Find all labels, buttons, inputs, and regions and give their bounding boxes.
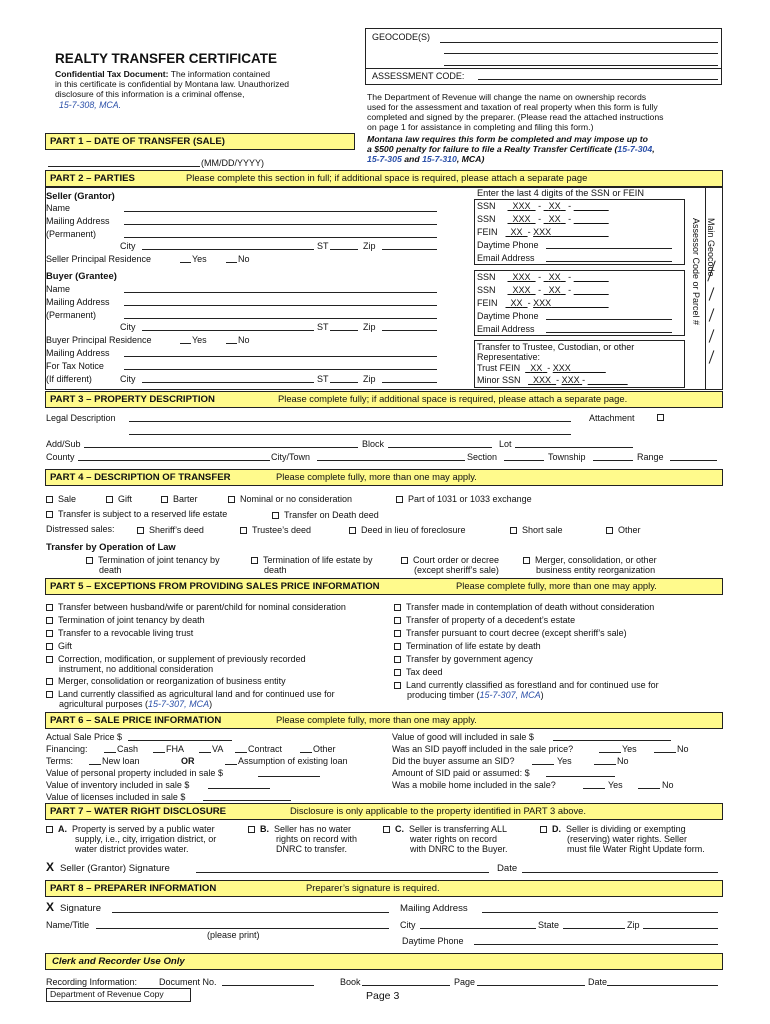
book-line[interactable] (362, 985, 450, 986)
preparer-state-label: State (538, 920, 560, 930)
seller-name-label: Name (46, 203, 71, 213)
seller-st-label: ST (317, 241, 329, 251)
buyer-phone-line[interactable] (546, 319, 672, 320)
law-line-1: Montana law requires this form be completed and may impose up to (367, 134, 648, 144)
form-title: REALTY TRANSFER CERTIFICATE (55, 51, 277, 66)
exception-right-5[interactable]: Transfer by government agency (394, 654, 533, 664)
water-option-a-line-3: water district provides water. (75, 844, 189, 854)
buyer-city-line[interactable] (142, 330, 314, 331)
contract-line[interactable] (235, 752, 247, 753)
mobile-no-line[interactable] (638, 788, 660, 789)
geocode-line-2[interactable] (444, 53, 718, 54)
assessor-side-label: Assessor Code or Parcel # (691, 218, 701, 326)
buyer-zip-line[interactable] (382, 330, 437, 331)
exception-right-3[interactable]: Transfer pursuant to court decree (except sheriff’s sale) (394, 628, 627, 638)
water-option-c-line-3: with DNRC to the Buyer. (410, 844, 508, 854)
sid-payoff-yes: Yes (622, 744, 637, 754)
exception-right-1[interactable]: Transfer made in contemplation of death without consideration (394, 602, 654, 612)
clerk-date-label: Date (588, 977, 608, 987)
exception-left-5-cont: instrument, no additional consideration (59, 664, 214, 674)
contract-option: Contract (248, 744, 283, 754)
sid-assume-yes: Yes (557, 756, 572, 766)
buyer-st-label: ST (317, 322, 329, 332)
option-merger[interactable]: Merger, consolidation, or other (523, 555, 657, 565)
trustee-line-2: Representative: (477, 352, 541, 362)
transfer-date-line[interactable] (48, 166, 200, 167)
assessment-code-line[interactable] (478, 79, 718, 80)
option-merger-cont: business entity reorganization (536, 565, 656, 575)
range-line[interactable] (670, 460, 717, 461)
legal-description-line[interactable] (129, 421, 571, 422)
exception-left-4[interactable]: Gift (46, 641, 72, 651)
exception-left-3[interactable]: Transfer to a revocable living trust (46, 628, 193, 638)
tax-mailing-line-2[interactable] (124, 369, 437, 370)
range-label: Range (637, 452, 664, 462)
sid-assume-yes-line[interactable] (532, 764, 554, 765)
seller-heading: Seller (Grantor) (46, 190, 115, 201)
seller-ssn-2: SSN XXX - XX - (477, 214, 572, 224)
assessment-code-label: ASSESSMENT CODE: (372, 71, 465, 81)
water-option-a[interactable]: A. Property is served by a public water (46, 824, 215, 834)
seller-date-label: Date (497, 863, 518, 874)
seller-ssn-1: SSN XXX - XX - (477, 201, 572, 211)
main-geocode-side-label: Main Geocode (706, 218, 716, 277)
option-court-order[interactable]: Court order or decree (401, 555, 499, 565)
preparer-zip-label: Zip (627, 920, 640, 930)
water-option-b-line-3: DNRC to transfer. (276, 844, 348, 854)
exception-right-7[interactable]: Land currently classified as forestland and for continued use for (394, 680, 659, 690)
option-nominal[interactable]: Nominal or no consideration (228, 494, 352, 504)
part5-header: PART 5 – EXCEPTIONS FROM PROVIDING SALES PRICE INFORMATION Please complete fully, more than one may apply. (45, 578, 723, 595)
seller-res-yes: Yes (192, 254, 207, 264)
page-number: Page 3 (366, 990, 400, 1002)
mobile-no: No (662, 780, 674, 790)
tax-zip-line[interactable] (382, 382, 437, 383)
buyer-ssn-1: SSN XXX - XX - (477, 272, 572, 282)
assumption-option: Assumption of existing loan (238, 756, 348, 766)
exception-right-2[interactable]: Transfer of property of a decedent’s estate (394, 615, 575, 625)
seller-phone-label: Daytime Phone (477, 240, 539, 250)
cash-option: Cash (117, 744, 139, 754)
seller-st-line[interactable] (330, 249, 358, 250)
buyer-res-yes: Yes (192, 335, 207, 345)
preparer-phone-line[interactable] (474, 944, 718, 945)
seller-zip-label: Zip (363, 241, 376, 251)
minor-ssn: Minor SSN XXX - XXX - (477, 375, 586, 385)
sid-payoff-label: Was an SID payoff included in the sale price? (392, 744, 574, 754)
licenses-line[interactable] (203, 800, 291, 801)
tax-city-label: City (120, 374, 136, 384)
mobile-yes-line[interactable] (583, 788, 605, 789)
part8-header: PART 8 – PREPARER INFORMATION Preparer’s signature is required. (45, 880, 723, 897)
option-trustees[interactable]: Trustee’s deed (240, 525, 311, 535)
buyer-residence-label: Buyer Principal Residence (46, 335, 152, 345)
tax-zip-label: Zip (363, 374, 376, 384)
buyer-res-no-line[interactable] (226, 343, 237, 344)
geocodes-label: GEOCODE(S) (372, 32, 431, 42)
trustee-line-1: Transfer to Trustee, Custodian, or other (477, 342, 635, 352)
option-court-order-cont: (except sheriff’s sale) (414, 565, 499, 575)
confidential-line-3: disclosure of this information is a criminal offense, (55, 89, 245, 99)
buyer-city-label: City (120, 322, 136, 332)
preparer-signature-x: X (46, 900, 55, 914)
mobile-yes: Yes (608, 780, 623, 790)
seller-name-line[interactable] (124, 211, 437, 212)
section-line[interactable] (504, 460, 544, 461)
part4-header: PART 4 – DESCRIPTION OF TRANSFER Please complete fully, more than one may apply. (45, 469, 723, 486)
preparer-phone-label: Daytime Phone (402, 936, 464, 946)
assumption-line[interactable] (225, 764, 237, 765)
part7-header: PART 7 – WATER RIGHT DISCLOSURE Disclosure is only applicable to the property identified in PART 3 above. (45, 803, 723, 820)
water-option-d-line-2: (reserving) water rights. Seller (567, 834, 688, 844)
seller-mailing-label: Mailing Address (46, 216, 110, 226)
buyer-st-line[interactable] (330, 330, 358, 331)
sid-assume-no-line[interactable] (594, 764, 616, 765)
preparer-mailing-label: Mailing Address (400, 903, 468, 914)
option-on-death[interactable]: Transfer on Death deed (272, 510, 379, 520)
new-loan-option: New loan (102, 756, 140, 766)
option-sale[interactable]: Sale (46, 494, 76, 504)
preparer-state-line[interactable] (563, 928, 625, 929)
exception-left-2[interactable]: Termination of joint tenancy by death (46, 615, 205, 625)
seller-fein: FEIN XX - XXX (477, 227, 552, 237)
water-option-c[interactable]: C. Seller is transferring ALL (383, 824, 507, 834)
option-in-lieu[interactable]: Deed in lieu of foreclosure (349, 525, 466, 535)
preparer-signature-line[interactable] (112, 912, 389, 913)
clerk-date-line[interactable] (607, 985, 718, 986)
buyer-name-line[interactable] (124, 292, 437, 293)
block-line[interactable] (388, 447, 492, 448)
fha-line[interactable] (153, 752, 165, 753)
county-line[interactable] (78, 460, 270, 461)
addsub-line[interactable] (84, 447, 358, 448)
seller-res-no: No (238, 254, 250, 264)
seller-date-line[interactable] (522, 872, 718, 873)
tax-mailing-label-2: For Tax Notice (46, 361, 104, 371)
page-line[interactable] (477, 985, 585, 986)
exception-left-7-cont: agricultural purposes (15-7-307, MCA) (59, 699, 213, 709)
seller-signature-line[interactable] (196, 872, 489, 873)
dor-line-2: used for the assessment and taxation of real property when this form is fully (367, 102, 658, 112)
terms-label: Terms: (46, 756, 73, 766)
water-option-d[interactable]: D. Seller is dividing or exempting (540, 824, 686, 834)
county-label: County (46, 452, 75, 462)
water-option-c-line-2: water rights on record (410, 834, 498, 844)
new-loan-line[interactable] (89, 764, 101, 765)
tax-city-line[interactable] (142, 382, 314, 383)
seller-zip-line[interactable] (382, 249, 437, 250)
confidential-line-1: Confidential Tax Document: The information contained (55, 69, 271, 79)
tax-st-line[interactable] (330, 382, 358, 383)
goodwill-label: Value of good will included in sale $ (392, 732, 534, 742)
lot-label: Lot (499, 439, 512, 449)
ssn-heading: Enter the last 4 digits of the SSN or FEIN (477, 188, 644, 198)
buyer-name-label: Name (46, 284, 71, 294)
buyer-heading: Buyer (Grantee) (46, 270, 117, 281)
mobile-home-label: Was a mobile home included in the sale? (392, 780, 556, 790)
dor-line-1: The Department of Revenue will change the name on ownership records (367, 92, 647, 102)
law-line-2: a $500 penalty for failure to file a Realty Transfer Certificate (15-7-304, (367, 144, 655, 154)
preparer-signature-label: Signature (60, 903, 102, 914)
tax-mailing-label-1: Mailing Address (46, 348, 110, 358)
preparer-name-title-line[interactable] (96, 928, 389, 929)
geocode-line-1[interactable] (440, 42, 718, 43)
seller-phone-line[interactable] (546, 248, 672, 249)
document-no-line[interactable] (222, 985, 314, 986)
attachment-label: Attachment (589, 413, 635, 423)
recording-info-label: Recording Information: (46, 977, 138, 987)
preparer-city-label: City (400, 920, 416, 930)
sid-payoff-no: No (677, 744, 689, 754)
option-other[interactable]: Other (606, 525, 641, 535)
sid-payoff-yes-line[interactable] (599, 752, 621, 753)
legal-description-label: Legal Description (46, 413, 116, 423)
water-option-d-line-3: must file Water Right Update form. (567, 844, 705, 854)
part2-header: PART 2 – PARTIES Please complete this section in full; if additional space is required, please attach a separate page (45, 170, 723, 187)
seller-email-line[interactable] (546, 261, 672, 262)
citytown-label: City/Town (271, 452, 311, 462)
seller-signature-x: X (46, 860, 55, 874)
sid-assume-label: Did the buyer assume an SID? (392, 756, 515, 766)
buyer-email-line[interactable] (546, 332, 672, 333)
sid-assume-no: No (617, 756, 629, 766)
seller-mailing-line-2[interactable] (124, 237, 437, 238)
block-label: Block (362, 439, 385, 449)
law-line-3: 15-7-305 and 15-7-310, MCA) (367, 154, 485, 164)
water-option-b[interactable]: B. Seller has no water (248, 824, 351, 834)
va-option: VA (212, 744, 224, 754)
exception-left-7[interactable]: Land currently classified as agricultural land and for continued use for (46, 689, 335, 699)
buyer-mailing-line-2[interactable] (124, 318, 437, 319)
legal-description-line-2[interactable] (129, 434, 571, 435)
preparer-print-note: (please print) (207, 930, 260, 940)
other-option: Other (313, 744, 336, 754)
addsub-label: Add/Sub (46, 439, 81, 449)
tax-mailing-line[interactable] (124, 356, 437, 357)
dor-line-4: on page 1 for assistance in completing and filing this form.) (367, 122, 594, 132)
sid-amount-label: Amount of SID paid or assumed: $ (392, 768, 530, 778)
option-1031[interactable]: Part of 1031 or 1033 exchange (396, 494, 532, 504)
clerk-header: Clerk and Recorder Use Only (45, 953, 723, 970)
dor-copy-label: Department of Revenue Copy (50, 989, 164, 999)
preparer-mailing-line[interactable] (482, 912, 718, 913)
exception-right-6[interactable]: Tax deed (394, 667, 443, 677)
option-joint-tenancy[interactable]: Termination of joint tenancy by (86, 555, 220, 565)
terms-or: OR (181, 756, 195, 766)
preparer-name-title-label: Name/Title (46, 920, 90, 930)
dor-line-3: completed and signed by the preparer. (Please read the attached instructions (367, 112, 664, 122)
buyer-mailing-line[interactable] (124, 305, 437, 306)
operation-of-law-heading: Transfer by Operation of Law (46, 541, 176, 552)
township-label: Township (548, 452, 586, 462)
buyer-permanent-label: (Permanent) (46, 310, 97, 320)
personal-property-label: Value of personal property included in sale $ (46, 768, 223, 778)
geocode-divider (365, 68, 722, 69)
seller-city-line[interactable] (142, 249, 314, 250)
buyer-ssn-2: SSN XXX - XX - (477, 285, 572, 295)
option-barter[interactable]: Barter (161, 494, 198, 504)
attachment-checkbox[interactable] (657, 414, 664, 421)
buyer-res-yes-line[interactable] (180, 343, 191, 344)
goodwill-line[interactable] (553, 740, 671, 741)
sid-amount-line[interactable] (546, 776, 615, 777)
option-sheriffs[interactable]: Sheriff’s deed (137, 525, 204, 535)
seller-res-no-line[interactable] (226, 262, 237, 263)
exception-left-6[interactable]: Merger, consolidation or reorganization of business entity (46, 676, 286, 686)
tax-mailing-label-3: (If different) (46, 374, 92, 384)
buyer-phone-label: Daytime Phone (477, 311, 539, 321)
actual-price-label: Actual Sale Price $ (46, 732, 123, 742)
fha-option: FHA (166, 744, 184, 754)
licenses-label: Value of licenses included in sale $ (46, 792, 186, 802)
exception-left-1[interactable]: Transfer between husband/wife or parent/child for nominal consideration (46, 602, 346, 612)
seller-residence-label: Seller Principal Residence (46, 254, 152, 264)
part3-header: PART 3 – PROPERTY DESCRIPTION Please complete fully; if additional space is required, please attach a separate page. (45, 391, 723, 408)
option-reserved-life[interactable]: Transfer is subject to a reserved life estate (46, 509, 227, 519)
inventory-line[interactable] (208, 788, 270, 789)
buyer-res-no: No (238, 335, 250, 345)
preparer-zip-line[interactable] (643, 928, 718, 929)
financing-label: Financing: (46, 744, 88, 754)
part1-header: PART 1 – DATE OF TRANSFER (SALE) (45, 133, 355, 150)
cash-line[interactable] (104, 752, 116, 753)
seller-email-label: Email Address (477, 253, 535, 263)
citytown-line[interactable] (317, 460, 465, 461)
tax-st-label: ST (317, 374, 329, 384)
buyer-email-label: Email Address (477, 324, 535, 334)
book-label: Book (340, 977, 361, 987)
seller-city-label: City (120, 241, 136, 251)
distressed-label: Distressed sales: (46, 524, 115, 534)
sid-payoff-no-line[interactable] (654, 752, 676, 753)
trust-fein: Trust FEIN XX - XXX (477, 363, 571, 373)
personal-property-line[interactable] (258, 776, 320, 777)
exception-right-4[interactable]: Termination of life estate by death (394, 641, 541, 651)
buyer-fein: FEIN XX - XXX (477, 298, 552, 308)
seller-permanent-label: (Permanent) (46, 229, 97, 239)
preparer-city-line[interactable] (420, 928, 536, 929)
geocode-line-3[interactable] (444, 65, 718, 66)
document-no-label: Document No. (159, 977, 217, 987)
buyer-zip-label: Zip (363, 322, 376, 332)
lot-line[interactable] (515, 447, 633, 448)
option-gift[interactable]: Gift (106, 494, 132, 504)
confidential-citation[interactable]: 15-7-308, MCA. (59, 100, 122, 110)
exception-right-7-cont: producing timber (15-7-307, MCA) (407, 690, 544, 700)
seller-res-yes-line[interactable] (180, 262, 191, 263)
option-joint-tenancy-cont: death (99, 565, 122, 575)
option-life-estate-cont: death (264, 565, 287, 575)
other-line[interactable] (300, 752, 312, 753)
va-line[interactable] (199, 752, 211, 753)
page-label: Page (454, 977, 476, 987)
inventory-label: Value of inventory included in sale $ (46, 780, 190, 790)
transfer-date-format: (MM/DD/YYYY) (201, 158, 264, 168)
township-line[interactable] (593, 460, 633, 461)
confidential-line-2: in this certificate is confidential by Montana law. Unauthorized (55, 79, 290, 89)
water-option-b-line-2: rights on record with (276, 834, 358, 844)
section-label: Section (467, 452, 498, 462)
seller-mailing-line[interactable] (124, 224, 437, 225)
water-option-a-line-2: supply, i.e., city, irrigation district, or (75, 834, 217, 844)
actual-price-line[interactable] (128, 740, 232, 741)
option-short-sale[interactable]: Short sale (510, 525, 563, 535)
buyer-mailing-label: Mailing Address (46, 297, 110, 307)
option-life-estate[interactable]: Termination of life estate by (251, 555, 373, 565)
exception-left-5[interactable]: Correction, modification, or supplement of previously recorded (46, 654, 306, 664)
part6-header: PART 6 – SALE PRICE INFORMATION Please complete fully, more than one may apply. (45, 712, 723, 729)
seller-signature-label: Seller (Grantor) Signature (60, 863, 170, 874)
